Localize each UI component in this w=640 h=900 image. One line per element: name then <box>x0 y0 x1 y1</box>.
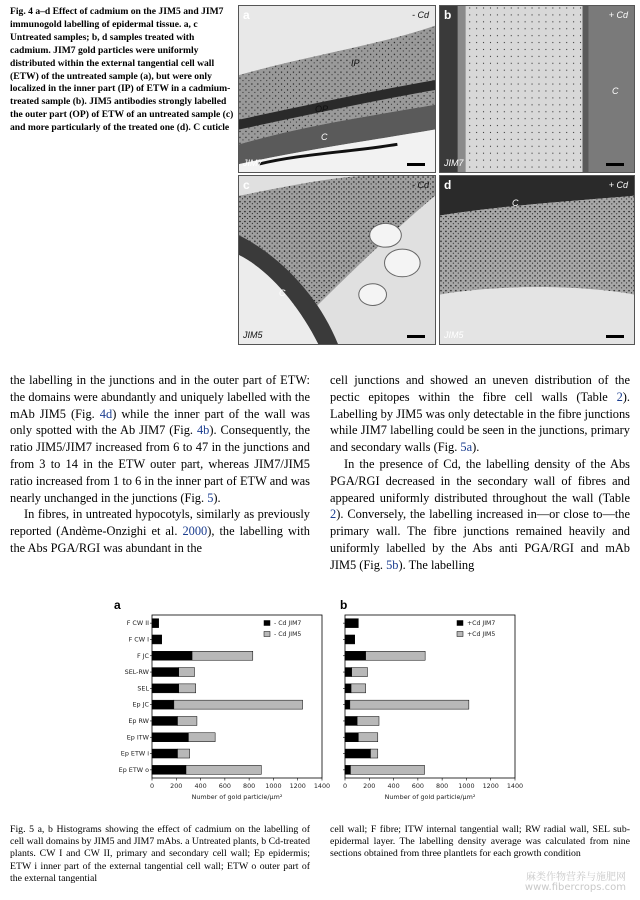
panel-label-cuticle-b: C <box>612 86 619 96</box>
micrograph-panel-c <box>238 175 436 345</box>
bar-segment <box>371 749 378 758</box>
bar-segment <box>350 765 424 774</box>
x-tick-label: 600 <box>411 782 424 790</box>
x-tick-label: 1000 <box>265 782 282 790</box>
panel-letter-d: d <box>444 178 452 192</box>
text-run: ), the labelling with the Abs PGA/RGI was abundant in the <box>10 524 310 555</box>
x-tick-label: 400 <box>387 782 400 790</box>
figure-reference-link[interactable]: 4d <box>99 406 113 421</box>
bar-segment <box>358 733 377 742</box>
micrograph-panel-a <box>238 5 436 173</box>
figure-reference-link[interactable]: 5a <box>460 440 473 455</box>
category-label: SEL <box>137 684 149 693</box>
panel-label-cuticle-a: C <box>321 132 328 142</box>
panel-antibody-a: JIM7 <box>243 158 263 168</box>
watermark-line-2: www.fibercrops.com <box>524 882 626 893</box>
chart-panel-letter: b <box>340 598 348 612</box>
legend-swatch <box>264 632 270 637</box>
category-label: Ep ITW <box>126 733 149 742</box>
micrograph-image-a <box>239 6 435 172</box>
bar-segment <box>186 765 261 774</box>
category-label: Ep ETW i <box>120 749 149 758</box>
figure-reference-link[interactable]: 5b <box>386 557 399 572</box>
panel-label-op: OP <box>315 104 329 114</box>
bar-segment <box>350 700 469 709</box>
panel-label-cuticle-d: C <box>512 198 519 208</box>
micrograph-panel-b <box>439 5 635 173</box>
panel-label-cuticle-c: C <box>279 288 286 298</box>
panel-condition-d: + Cd <box>608 180 628 190</box>
category-label: F CW II <box>126 619 149 628</box>
figure5-caption-left-text: Fig. 5 a, b Histograms showing the effect of cadmium on the labelling of cell wall domains by JIM5 and JIM7 mAbs. a Untreated plants, b Cd-treated plants. CW I and CW II, primary and secondary cell wall; Ep epidermis; ETW i inner part of the external tangential cell wall; ETW o outer part of the external tangential <box>10 824 310 884</box>
x-tick-label: 1400 <box>506 782 524 790</box>
figure5-caption-right-text: cell wall; F fibre; ITW internal tangential wall; RW radial wall, SEL sub-epidermal layer. The labelling density average was calculated from nine sections obtained from three plantlets for each growth condition <box>330 824 630 860</box>
bar-segment <box>352 668 368 677</box>
panel-condition-a: - Cd <box>411 10 429 20</box>
panel-letter-b: b <box>444 8 452 22</box>
bar-segment <box>179 668 195 677</box>
scale-bar-a <box>407 163 425 166</box>
x-tick-label: 400 <box>194 782 207 790</box>
bar-segment <box>178 749 190 758</box>
x-tick-label: 1200 <box>289 782 306 790</box>
bar-segment <box>152 668 179 677</box>
bar-segment <box>178 716 197 725</box>
bar-segment <box>345 700 350 709</box>
histogram-svg-b <box>330 598 530 813</box>
category-label: Ep RW <box>128 716 149 725</box>
panel-letter-c: c <box>243 178 250 192</box>
panel-antibody-c: JIM5 <box>243 330 263 340</box>
legend-swatch <box>264 621 270 626</box>
watermark-line-1: 麻类作物营养与施肥网 <box>526 872 626 883</box>
legend-label: +Cd JIM5 <box>467 631 496 638</box>
bar-segment <box>345 651 366 660</box>
figure-reference-link[interactable]: 4b <box>196 423 210 438</box>
x-axis-label: Number of gold particle/µm² <box>191 793 283 801</box>
figure5-caption-left <box>10 824 310 885</box>
legend-label: - Cd JIM7 <box>274 620 302 627</box>
bar-segment <box>345 716 357 725</box>
micrograph-image-c <box>239 176 435 344</box>
bar-segment <box>174 700 303 709</box>
legend-swatch <box>457 621 463 626</box>
text-run: ). Conversely, the labelling increased in—or close to—the primary wall. The fibre junctions remained heavily and uniformly labelled by the Abs anti PGA/RGI and mAb JIM5 (Fig. <box>330 507 630 572</box>
bar-segment <box>152 684 179 693</box>
text-run: ). <box>213 490 221 505</box>
bar-segment <box>152 651 192 660</box>
body-paragraph <box>10 506 310 556</box>
bar-segment <box>345 635 355 644</box>
panel-letter-a: a <box>243 8 250 22</box>
legend-label: +Cd JIM7 <box>467 620 496 627</box>
panel-antibody-d: JIM5 <box>444 330 464 340</box>
bar-segment <box>152 733 188 742</box>
text-run: In the presence of Cd, the labelling density of the Abs PGA/RGI decreased in the secondary wall of fibres and appeared uniformly distributed throughout the wall (Table <box>330 456 630 505</box>
panel-condition-c: - Cd <box>411 180 429 190</box>
figure4-caption <box>10 6 235 135</box>
text-run: ) while the inner part of the wall was only spotted with the Ab JIM7 (Fig. <box>10 406 310 438</box>
panel-antibody-b: JIM7 <box>444 158 464 168</box>
body-text-right-column <box>330 372 630 574</box>
histogram-svg-a <box>110 598 335 813</box>
text-run: the labelling in the junctions and in the outer part of ETW: the domains were abundantly and uniquely labelled with the mAb JIM5 (Fig. <box>10 373 310 421</box>
figure4-caption-text: Fig. 4 a–d Effect of cadmium on the JIM5 and JIM7 immunogold labelling of epidermal tissue. a, c Untreated samples; b, d samples treated with cadmium. JIM7 gold particles were uniformly distributed within the external tangential cell wall (ETW) of the untreated sample (a), but were only localized in the inner part (IP) of ETW in a cadmium-treated sample (b). JIM5 antibodies strongly labelled the outer part (OP) of ETW of an untreated sample (c) and more particularly of the treated one (d). C cuticle <box>10 6 234 134</box>
micrograph-image-d <box>440 176 634 344</box>
x-axis-label: Number of gold particle/µm² <box>384 793 476 801</box>
bar-segment <box>152 619 159 628</box>
category-label: SEL-RW <box>124 668 149 677</box>
micrograph-image-b <box>440 6 634 172</box>
bar-segment <box>345 765 350 774</box>
category-label: Ep ETW o <box>118 765 149 774</box>
bar-segment <box>345 684 351 693</box>
text-run: cell junctions and showed an uneven distribution of the pectic epitopes within the fibre cell walls (Table <box>330 373 630 404</box>
body-text-left-column <box>10 372 310 557</box>
bar-segment <box>152 635 162 644</box>
scale-bar-b <box>606 163 624 166</box>
figure-reference-link[interactable]: 5 <box>207 490 214 505</box>
bar-segment <box>345 749 371 758</box>
category-label: F JC <box>136 651 149 660</box>
x-tick-label: 200 <box>363 782 376 790</box>
bar-segment <box>192 651 253 660</box>
bar-segment <box>152 716 178 725</box>
citation-link[interactable]: 2000 <box>182 524 208 539</box>
bar-segment <box>152 765 186 774</box>
bar-segment <box>351 684 366 693</box>
bar-segment <box>345 619 358 628</box>
text-run: ). The labelling <box>398 557 475 572</box>
text-run: In fibres, in untreated hypocotyls, similarly as previously reported (Andème-Onzighi et al. <box>10 507 310 539</box>
x-tick-label: 800 <box>436 782 449 790</box>
histogram-chart-a <box>110 598 335 818</box>
panel-label-ip: IP <box>351 58 360 68</box>
body-paragraph <box>10 372 310 506</box>
histogram-chart-b <box>330 598 530 818</box>
x-tick-label: 1000 <box>458 782 475 790</box>
table-reference-link[interactable]: 2 <box>330 507 337 522</box>
category-label: Ep JC <box>132 700 149 709</box>
bar-segment <box>345 668 352 677</box>
bar-segment <box>345 733 358 742</box>
x-tick-label: 600 <box>218 782 231 790</box>
bar-segment <box>152 700 174 709</box>
bar-segment <box>188 733 215 742</box>
x-tick-label: 1400 <box>313 782 331 790</box>
x-tick-label: 200 <box>170 782 183 790</box>
figure5-caption-right <box>330 824 630 861</box>
x-tick-label: 800 <box>243 782 256 790</box>
scale-bar-c <box>407 335 425 338</box>
bar-segment <box>152 749 178 758</box>
table-reference-link[interactable]: 2 <box>616 389 623 404</box>
bar-segment <box>179 684 196 693</box>
text-run: ). Consequently, the ratio JIM5/JIM7 increased from 6 to 47 in the junctions and from 3 to 14 in the ETW outer part, whereas JIM7/JIM5 ratio increased from 1 to 6 in the inner part of ETW and was nearly unchanged in the junctions (Fig. <box>10 423 311 505</box>
scale-bar-d <box>606 335 624 338</box>
x-tick-label: 0 <box>342 782 348 790</box>
bar-segment <box>357 716 379 725</box>
legend-swatch <box>457 632 463 637</box>
text-run: ). Labelling by JIM5 was only detectable in the fibre junctions while JIM7 labelling could be seen in the junctions, primary and secondary walls (Fig. <box>330 389 630 455</box>
body-paragraph <box>330 372 630 456</box>
x-tick-label: 0 <box>149 782 155 790</box>
bar-segment <box>366 651 426 660</box>
panel-condition-b: + Cd <box>608 10 628 20</box>
body-paragraph <box>330 456 630 574</box>
category-label: F CW I <box>128 635 149 644</box>
text-run: ). <box>472 440 480 455</box>
x-tick-label: 1200 <box>482 782 499 790</box>
chart-panel-letter: a <box>114 598 121 612</box>
legend-label: - Cd JIM5 <box>274 631 302 638</box>
micrograph-panel-d <box>439 175 635 345</box>
